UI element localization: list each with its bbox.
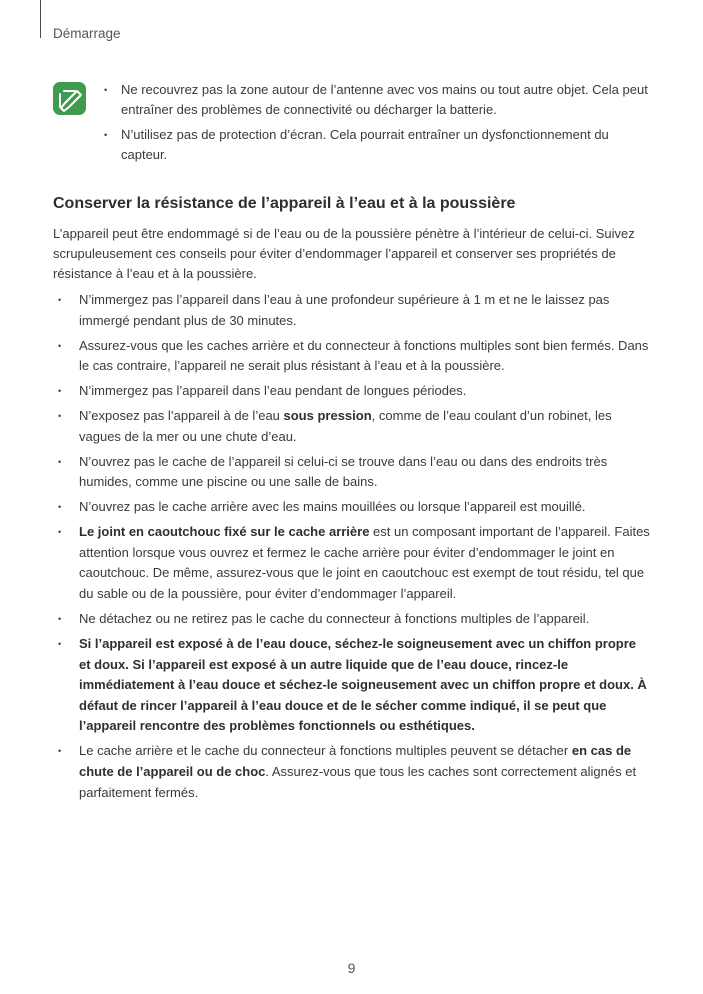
precaution-text: . Assurez-vous que tous les caches sont correctement alignés et parfaitement fermés. bbox=[79, 763, 637, 800]
precaution-text: Ne détachez ou ne retirez pas le cache du connecteur à fonctions multiples de l’appareil. bbox=[79, 611, 590, 627]
precaution-text: N’ouvrez pas le cache de l’appareil si celui-ci se trouve dans l’eau ou dans des endroits très humides, comme une piscine ou une salle de bains. bbox=[79, 453, 608, 490]
precaution-text: est un composant important de l’appareil. Faites attention lorsque vous ouvrez et fermez le cache arrière pour éviter d’endommager le joint en caoutchouc. De même, assurez-vous que le joint en caoutchouc est exempt de tout résidu, tel que du sable ou de la poussière, pour éviter d’endommager l’appareil. bbox=[79, 524, 650, 602]
note-item: • N’utilisez pas de protection d’écran. Cela pourrait entraîner un dysfonctionnement du capteur. bbox=[104, 125, 649, 165]
precaution-item bbox=[53, 609, 650, 630]
section-intro: L’appareil peut être endommagé si de l’eau ou de la poussière pénètre à l’intérieur de celui-ci. Suivez scrupuleusement ces conseils pour éviter d’endommager l’appareil et conserver ses propriétés de résistance à l’eau et à la poussière. bbox=[53, 226, 635, 281]
section-heading: Conserver la résistance de l’appareil à l’eau et à la poussière bbox=[53, 195, 516, 212]
note-pencil-icon bbox=[53, 82, 86, 115]
precaution-item bbox=[53, 634, 650, 737]
precaution-text: N’ouvrez pas le cache arrière avec les mains mouillées ou lorsque l’appareil est mouillé. bbox=[79, 499, 586, 515]
precaution-item bbox=[53, 381, 650, 402]
precautions-list bbox=[53, 290, 650, 808]
precaution-text: N’immergez pas l’appareil dans l’eau pendant de longues périodes. bbox=[79, 383, 467, 399]
note-list bbox=[104, 80, 649, 170]
precaution-item bbox=[53, 741, 650, 803]
precaution-text: Le cache arrière et le cache du connecteur à fonctions multiples peuvent se détacher bbox=[79, 743, 572, 759]
precaution-text: Assurez-vous que les caches arrière et du connecteur à fonctions multiples sont bien fermés. Dans le cas contraire, l’appareil ne serait plus résistant à l’eau et à la poussière. bbox=[79, 337, 649, 374]
precaution-emphasis: sous pression bbox=[283, 408, 372, 424]
precaution-item bbox=[53, 522, 650, 604]
precaution-text: , comme de l’eau coulant d’un robinet, les vagues de la mer ou une chute d’eau. bbox=[79, 408, 612, 444]
precaution-item bbox=[53, 290, 650, 331]
precaution-item bbox=[53, 497, 650, 518]
note-item: • Ne recouvrez pas la zone autour de l’antenne avec vos mains ou tout autre objet. Cela peut entraîner des problèmes de connectivité ou décharger la batterie. bbox=[104, 80, 649, 120]
precaution-text: N’exposez pas l’appareil à de l’eau bbox=[79, 408, 284, 424]
precaution-emphasis: en cas de chute de l’appareil ou de choc bbox=[79, 743, 632, 779]
running-header: Démarrage bbox=[53, 26, 121, 41]
precaution-emphasis: Le joint en caoutchouc fixé sur le cache arrière bbox=[79, 524, 370, 540]
precaution-text: N’immergez pas l’appareil dans l’eau à une profondeur supérieure à 1 m et ne le laissez pas immergé pendant plus de 30 minutes. bbox=[79, 292, 610, 328]
margin-rule bbox=[40, 0, 41, 38]
precaution-emphasis: Si l’appareil est exposé à de l’eau douce, séchez-le soigneusement avec un chiffon propre et doux. Si l’appareil est exposé à un autre liquide que de l’eau douce, rincez-le immédiatement à l’eau douce et séchez-le soigneusement avec un chiffon propre et doux. À défaut de rincer l’appareil à l’eau douce et de le sécher comme indiqué, il se peut que l’appareil rencontre des problèmes fonctionnels ou esthétiques. bbox=[79, 636, 647, 734]
precaution-item bbox=[53, 406, 650, 447]
precaution-item bbox=[53, 452, 650, 493]
precaution-item bbox=[53, 336, 650, 377]
page-number: 9 bbox=[347, 960, 356, 976]
